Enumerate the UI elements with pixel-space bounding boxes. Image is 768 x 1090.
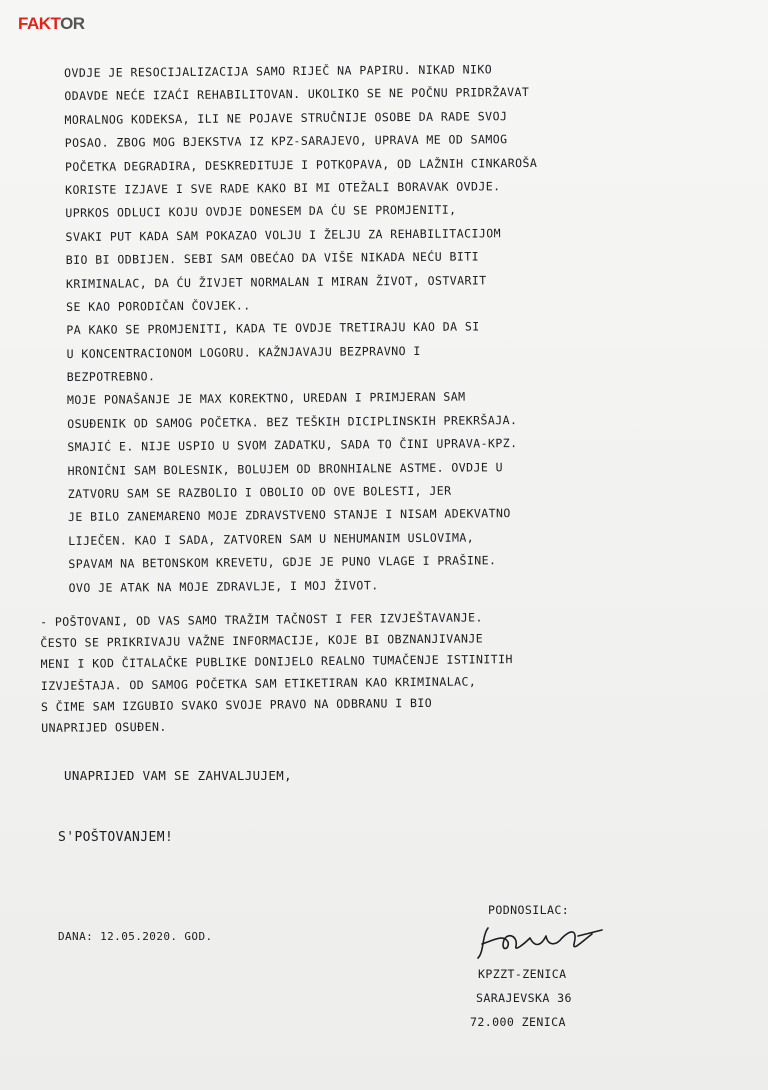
letter-line: PA KAKO SE PROMJENITI, KADA TE OVDJE TRETIRAJU KAO DA SI: [66, 319, 480, 338]
letter-line: BEZPOTREBNO.: [66, 369, 156, 385]
letter-line: U KONCENTRACIONOM LOGORU. KAŽNJAVAJU BEZPRAVNO I: [66, 343, 421, 361]
signer-institution: KPZZT-ZENICA: [478, 967, 567, 981]
letter-line: S ČIME SAM IZGUBIO SVAKO SVOJE PRAVO NA ODBRANU I BIO: [40, 695, 433, 714]
faktor-logo: [18, 14, 85, 34]
letter-line: OVDJE JE RESOCIJALIZACIJA SAMO RIJEČ NA PAPIRU. NIKAD NIKO: [64, 62, 493, 80]
closing-thanks: UNAPRIJED VAM SE ZAHVALJUJEM,: [64, 768, 292, 783]
letter-line: OSUĐENIK OD SAMOG POČETKA. BEZ TEŠKIH DICIPLINSKIH PREKRŠAJA.: [67, 412, 518, 431]
logo-part-1: FAKT: [18, 14, 61, 33]
letter-line: SPAVAM NA BETONSKOM KREVETU, GDJE JE PUNO VLAGE I PRAŠINE.: [68, 553, 497, 572]
handwritten-signature: [474, 922, 614, 962]
closing-regards: S'POŠTOVANJEM!: [58, 830, 174, 845]
letter-line: LIJEČEN. KAO I SADA, ZATVOREN SAM U NEHUMANIM USLOVIMA,: [68, 530, 475, 548]
letter-line: ZATVORU SAM SE RAZBOLIO I OBOLIO OD OVE BOLESTI, JER: [67, 483, 452, 502]
letter-paragraph-1: [64, 56, 759, 600]
letter-line: ČESTO SE PRIKRIVAJU VAŽNE INFORMACIJE, KOJE BI OBZNANJIVANJE: [40, 631, 484, 651]
letter-line: IZVJEŠTAJA. OD SAMOG POČETKA SAM ETIKETIRAN KAO KRIMINALAC,: [40, 673, 477, 693]
letter-line: SE KAO PORODIČAN ČOVJEK..: [66, 298, 251, 314]
letter-line: SVAKI PUT KADA SAM POKAZAO VOLJU I ŽELJU ZA REHABILITACIJOM: [65, 225, 501, 244]
letter-line: - POŠTOVANI, OD VAS SAMO TRAŽIM TAČNOST I FER IZVJEŠTAVANJE.: [40, 610, 483, 629]
letter-line: POČETKA DEGRADIRA, DESKREDITUJE I POTKOPAVA, OD LAŽNIH CINKAROŠA: [64, 155, 538, 174]
letter-line: UPRKOS ODLUCI KOJU OVDJE DONESEM DA ĆU SE PROMJENITI,: [65, 202, 457, 221]
signer-city: 72.000 ZENICA: [470, 1015, 566, 1029]
letter-line: HRONIČNI SAM BOLESNIK, BOLUJEM OD BRONHIALNE ASTME. OVDJE U: [67, 459, 504, 478]
letter-line: BIO BI ODBIJEN. SEBI SAM OBEĆAO DA VIŠE NIKADA NEĆU BITI: [65, 249, 480, 268]
letter-line: MOJE PONAŠANJE JE MAX KOREKTNO, UREDAN I PRIMJERAN SAM: [66, 389, 466, 408]
signer-street: SARAJEVSKA 36: [476, 991, 572, 1005]
letter-line: KORISTE IZJAVE I SVE RADE KAKO BI MI OTEŽALI BORAVAK OVDJE.: [65, 179, 501, 197]
letter-line: KRIMINALAC, DA ĆU ŽIVJET NORMALAN I MIRAN ŽIVOT, OSTVARIT: [65, 272, 487, 291]
letter-line: MENI I KOD ČITALAČKE PUBLIKE DONIJELO REALNO TUMAČENJE ISTINITIH: [40, 652, 513, 672]
letter-line: UNAPRIJED OSUĐEN.: [41, 719, 167, 735]
signer-label: PODNOSILAC:: [488, 903, 570, 917]
signer-block: [470, 898, 748, 1034]
letter-line: POSAO. ZBOG MOG BJEKSTVA IZ KPZ-SARAJEVO, UPRAVA ME OD SAMOG: [64, 132, 508, 151]
letter-paragraph-2: [40, 605, 731, 739]
letter-date: DANA: 12.05.2020. GOD.: [58, 930, 213, 943]
letter-line: SMAJIĆ E. NIJE USPIO U SVOM ZADATKU, SADA TO ČINI UPRAVA-KPZ.: [67, 436, 518, 455]
letter-line: JE BILO ZANEMARENO MOJE ZDRAVSTVENO STANJE I NISAM ADEKVATNO: [67, 506, 511, 525]
letter-line: ODAVDE NEĆE IZAĆI REHABILITOVAN. UKOLIKO SE NE POČNU PRIDRŽAVAT: [64, 85, 530, 104]
letter-line: MORALNOG KODEKSA, ILI NE POJAVE STRUČNIJE OSOBE DA RADE SVOJ: [64, 108, 508, 127]
letter-line: OVO JE ATAK NA MOJE ZDRAVLJE, I MOJ ŽIVOT.: [68, 577, 379, 595]
logo-part-2: OR: [60, 14, 85, 33]
